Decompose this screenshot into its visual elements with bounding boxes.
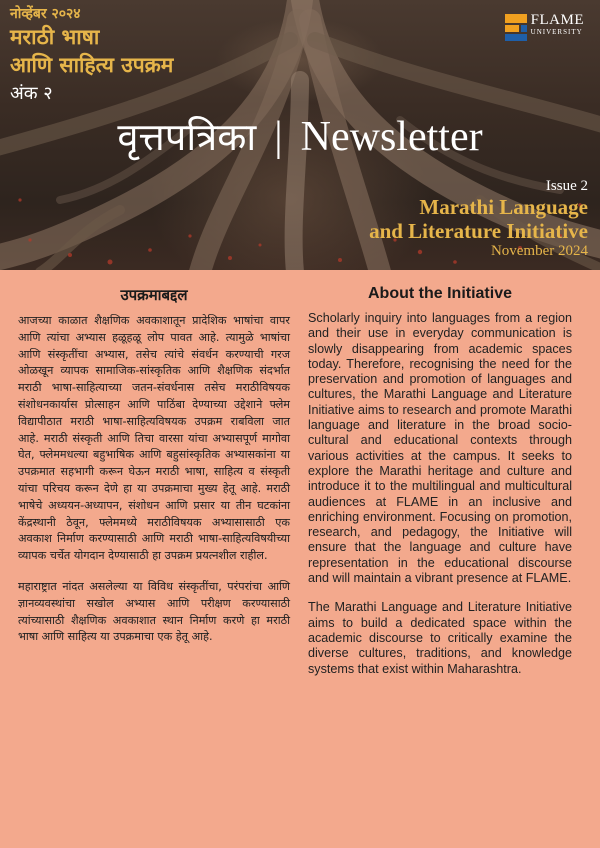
section-heading-marathi: उपक्रमाबद्दल <box>120 286 188 304</box>
program-title-english-line2: and Literature Initiative <box>369 219 588 243</box>
about-marathi-column <box>18 285 290 660</box>
paragraph-marathi-2: महाराष्ट्रात नांदत असलेल्या या विविध संस्कृतींचा, परंपरांचा आणि ज्ञानव्यवस्थांचा सखोल अभ्यास आणि परीक्षण करण्यासाठी त्यांच्यासाठी शैक्षणिक अवकाशात स्थान निर्माण करणे हा मराठी भाषा आणि साहित्य या उपक्रमाचा एक हेतू आहे. <box>18 579 290 644</box>
about-english-column <box>308 285 572 691</box>
paragraph-marathi-1: आजच्या काळात शैक्षणिक अवकाशातून प्रादेशिक भाषांचा वापर आणि त्यांचा अभ्यास हळूहळू लोप पावत आहे. त्यामुळे भाषांचा आणि संस्कृतींचा अभ्यास, तसेच त्यांचे संवर्धन करण्याची गरज ओळखून व्यापक सामाजिक-सांस्कृतिक आणि शैक्षणिक संदर्भात मराठी भाषा-साहित्याच्या जतन-संवर्धनास तसेच मराठीविषयक संशोधनकार्यास प्रोत्साहन आणि पाठिंबा देण्याच्या उद्देशाने फ्लेम विद्यापीठात मराठी भाषा-साहित्यविषयक उपक्रम राबविला जात आहे. मराठी संस्कृती आणि तिचा वारसा यांचा अभ्यासपूर्ण मागोवा घेत, फ्लेममधल्या बहुभाषिक आणि बहुसांस्कृतिक अभ्यासकांना या उपक्रमात सहभागी करून घेऊन मराठी भाषा, साहित्य व संस्कृती यांचा परिचय करून देणे हा या उपक्रमाचा मुख्य हेतू आहे. मराठी भाषेचे अध्ययन-अध्यापन, संशोधन आणि प्रसार या तीन घटकांना केंद्रस्थानी ठेवून, फ्लेममध्ये मराठीविषयक अभ्यासासाठी एक अवकाश निर्माण करण्यासाठी आणि मराठी भाषा-साहित्यविषयीच्या व्यापक चर्चेत योगदान देण्यासाठी हा उपक्रम प्रयत्नशील राहील. <box>18 314 290 563</box>
title-english: Newsletter <box>300 114 483 160</box>
date-english: November 2024 <box>490 243 588 259</box>
program-title-marathi-line1: मराठी भाषा <box>10 25 100 49</box>
marathi-masthead <box>10 4 173 105</box>
paragraph-english-2: The Marathi Language and Literature Initiative aims to build a dedicated space within the academic discourse to critically examine the diverse cultures, traditions, and knowledge systems that exist within Maharashtra. <box>308 600 572 676</box>
english-masthead <box>369 178 588 260</box>
section-heading-english: About the Initiative <box>368 285 512 302</box>
header-banner <box>0 0 600 270</box>
issue-number-english: Issue 2 <box>545 178 588 194</box>
newsletter-title <box>0 110 600 162</box>
title-separator: | <box>274 114 283 160</box>
program-title-marathi-line2: आणि साहित्य उपक्रम <box>10 53 174 77</box>
logo-name: FLAME <box>530 12 584 28</box>
program-title-english-line1: Marathi Language <box>419 195 588 219</box>
paragraph-english-1: Scholarly inquiry into languages from a region and their use in everyday communication is slowly disappearing from academic spaces today. Therefore, recognising the need for the preservation and promotion of languages and cultures, the Marathi Language and Literature Initiative aims to research and promote Marathi language and literature in the broad socio-cultural and educational contexts through various activities at the campus. It seeks to explore the Marathi heritage and culture and introduce it to the multilingual and multicultural audiences at FLAME in an inclusive and enriching environment. Focusing on promotion, research, and pedagogy, the Initiative will ensure that the language and culture have representation in the educational discourse and will maintain a vibrant presence at FLAME. <box>308 311 572 586</box>
flame-university-logo <box>505 12 584 42</box>
flame-logo-icon <box>505 12 527 42</box>
logo-subtitle: UNIVERSITY <box>530 28 583 36</box>
issue-number-marathi: अंक २ <box>10 83 53 104</box>
title-marathi: वृत्तपत्रिका <box>117 115 257 159</box>
date-marathi: नोव्हेंबर २०२४ <box>10 6 81 22</box>
